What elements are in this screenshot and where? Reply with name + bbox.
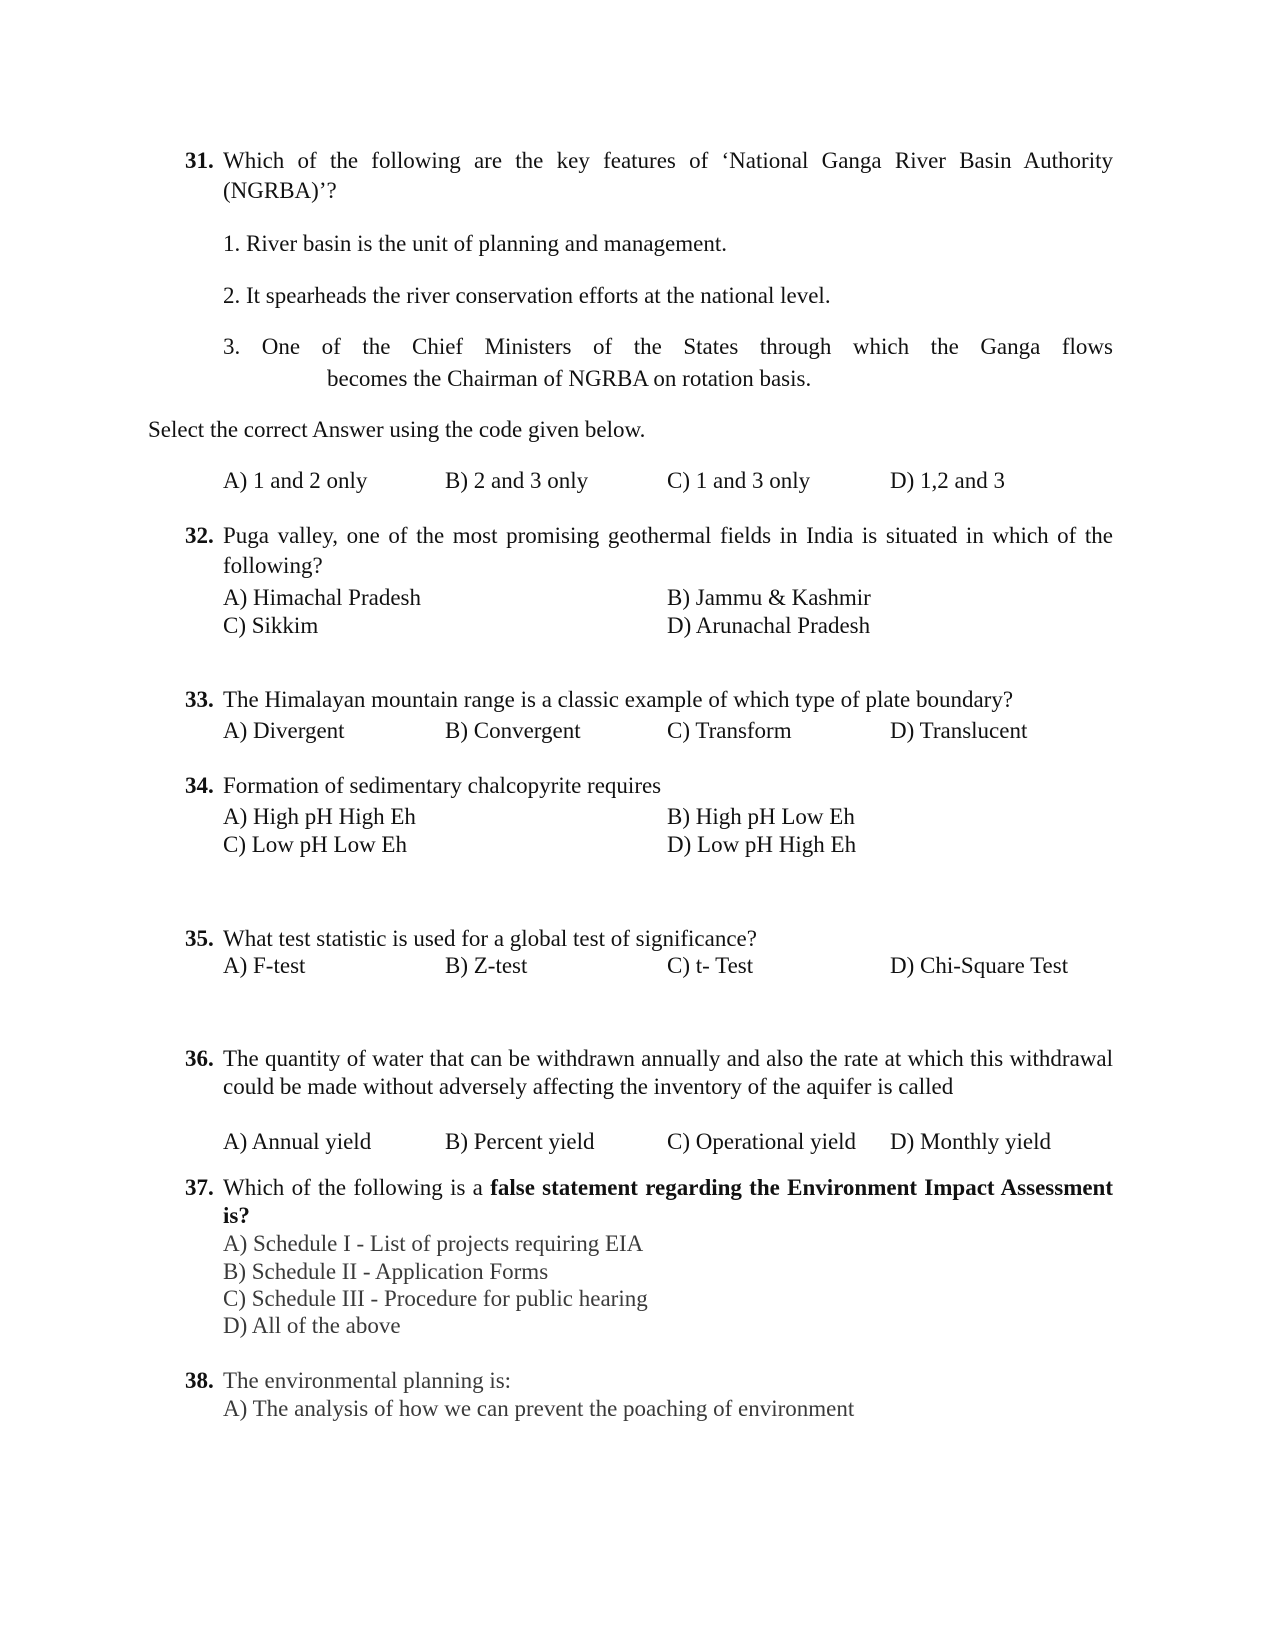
statement-1: 1. River basin is the unit of planning and management.: [223, 231, 727, 256]
question-text: The quantity of water that can be withdrawn annually and also the rate at which this withdrawal could be made without adversely affecting the inventory of the aquifer is called: [223, 1046, 1113, 1099]
question-35: [185, 924, 1113, 954]
question-number: 34.: [185, 773, 214, 798]
question-38: [185, 1366, 1113, 1396]
statement-3-line-1: 3. One of the Chief Ministers of the States through which the Ganga flows: [223, 334, 1113, 359]
option-d[interactable]: D) 1,2 and 3: [890, 468, 1005, 493]
option-c[interactable]: C) Sikkim: [223, 613, 319, 638]
option-b[interactable]: B) 2 and 3 only: [445, 468, 589, 493]
question-text: What test statistic is used for a global test of significance?: [223, 926, 757, 951]
option-d[interactable]: D) Translucent: [890, 718, 1028, 743]
option-a[interactable]: A) Annual yield: [223, 1129, 372, 1154]
option-d[interactable]: D) Chi-Square Test: [890, 953, 1069, 978]
option-c[interactable]: C) Transform: [667, 718, 792, 743]
question-text-plain: Which of the following is a: [223, 1175, 483, 1200]
statement-2: 2. It spearheads the river conservation efforts at the national level.: [223, 283, 831, 308]
question-number: 33.: [185, 687, 214, 712]
option-d[interactable]: D) Monthly yield: [890, 1129, 1051, 1154]
option-b[interactable]: B) Percent yield: [445, 1129, 595, 1154]
option-c[interactable]: C) Schedule III - Procedure for public hearing: [223, 1286, 648, 1311]
question-34: [185, 771, 1113, 801]
option-a[interactable]: A) F-test: [223, 953, 306, 978]
option-c[interactable]: C) Low pH Low Eh: [223, 832, 407, 857]
option-b[interactable]: B) Jammu & Kashmir: [667, 585, 871, 610]
question-text: The Himalayan mountain range is a classic example of which type of plate boundary?: [223, 687, 1014, 712]
option-d[interactable]: D) Arunachal Pradesh: [667, 613, 871, 638]
option-c[interactable]: C) Operational yield: [667, 1129, 857, 1154]
question-31: [185, 146, 1113, 206]
question-text: [223, 1174, 1113, 1230]
option-b[interactable]: B) Schedule II - Application Forms: [223, 1259, 549, 1284]
question-37: [185, 1174, 1113, 1230]
option-b[interactable]: B) Convergent: [445, 718, 581, 743]
option-d[interactable]: D) Low pH High Eh: [667, 832, 857, 857]
option-a[interactable]: A) Schedule I - List of projects requiring EIA: [223, 1231, 644, 1256]
option-a[interactable]: A) The analysis of how we can prevent the poaching of environment: [223, 1396, 855, 1421]
question-number: 38.: [185, 1368, 214, 1393]
question-text: Formation of sedimentary chalcopyrite requires: [223, 773, 662, 798]
statement-3-line-2: becomes the Chairman of NGRBA on rotation basis.: [327, 366, 812, 391]
question-number: 35.: [185, 926, 214, 951]
option-c[interactable]: C) t- Test: [667, 953, 754, 978]
option-a[interactable]: A) 1 and 2 only: [223, 468, 368, 493]
question-number: 36.: [185, 1046, 214, 1071]
option-d[interactable]: D) All of the above: [223, 1313, 401, 1338]
option-a[interactable]: A) Divergent: [223, 718, 345, 743]
question-number: 37.: [185, 1175, 214, 1200]
question-number: 32.: [185, 523, 214, 548]
question-number: 31.: [185, 148, 214, 173]
question-text: The environmental planning is:: [223, 1368, 512, 1393]
option-a[interactable]: A) High pH High Eh: [223, 804, 416, 829]
question-text-bold: false statement regarding the Environment Impact Assessment is?: [223, 1175, 1114, 1228]
question-32: [185, 521, 1113, 581]
option-a[interactable]: A) Himachal Pradesh: [223, 585, 421, 610]
question-text: Puga valley, one of the most promising geothermal fields in India is situated in which of the following?: [223, 523, 1113, 578]
option-c[interactable]: C) 1 and 3 only: [667, 468, 811, 493]
answer-instruction: Select the correct Answer using the code given below.: [148, 417, 646, 442]
question-33: [185, 685, 1113, 715]
question-text: Which of the following are the key features of ‘National Ganga River Basin Authority (NGRBA)’?: [223, 148, 1113, 203]
question-36: [185, 1045, 1113, 1101]
option-b[interactable]: B) Z-test: [445, 953, 528, 978]
option-b[interactable]: B) High pH Low Eh: [667, 804, 855, 829]
